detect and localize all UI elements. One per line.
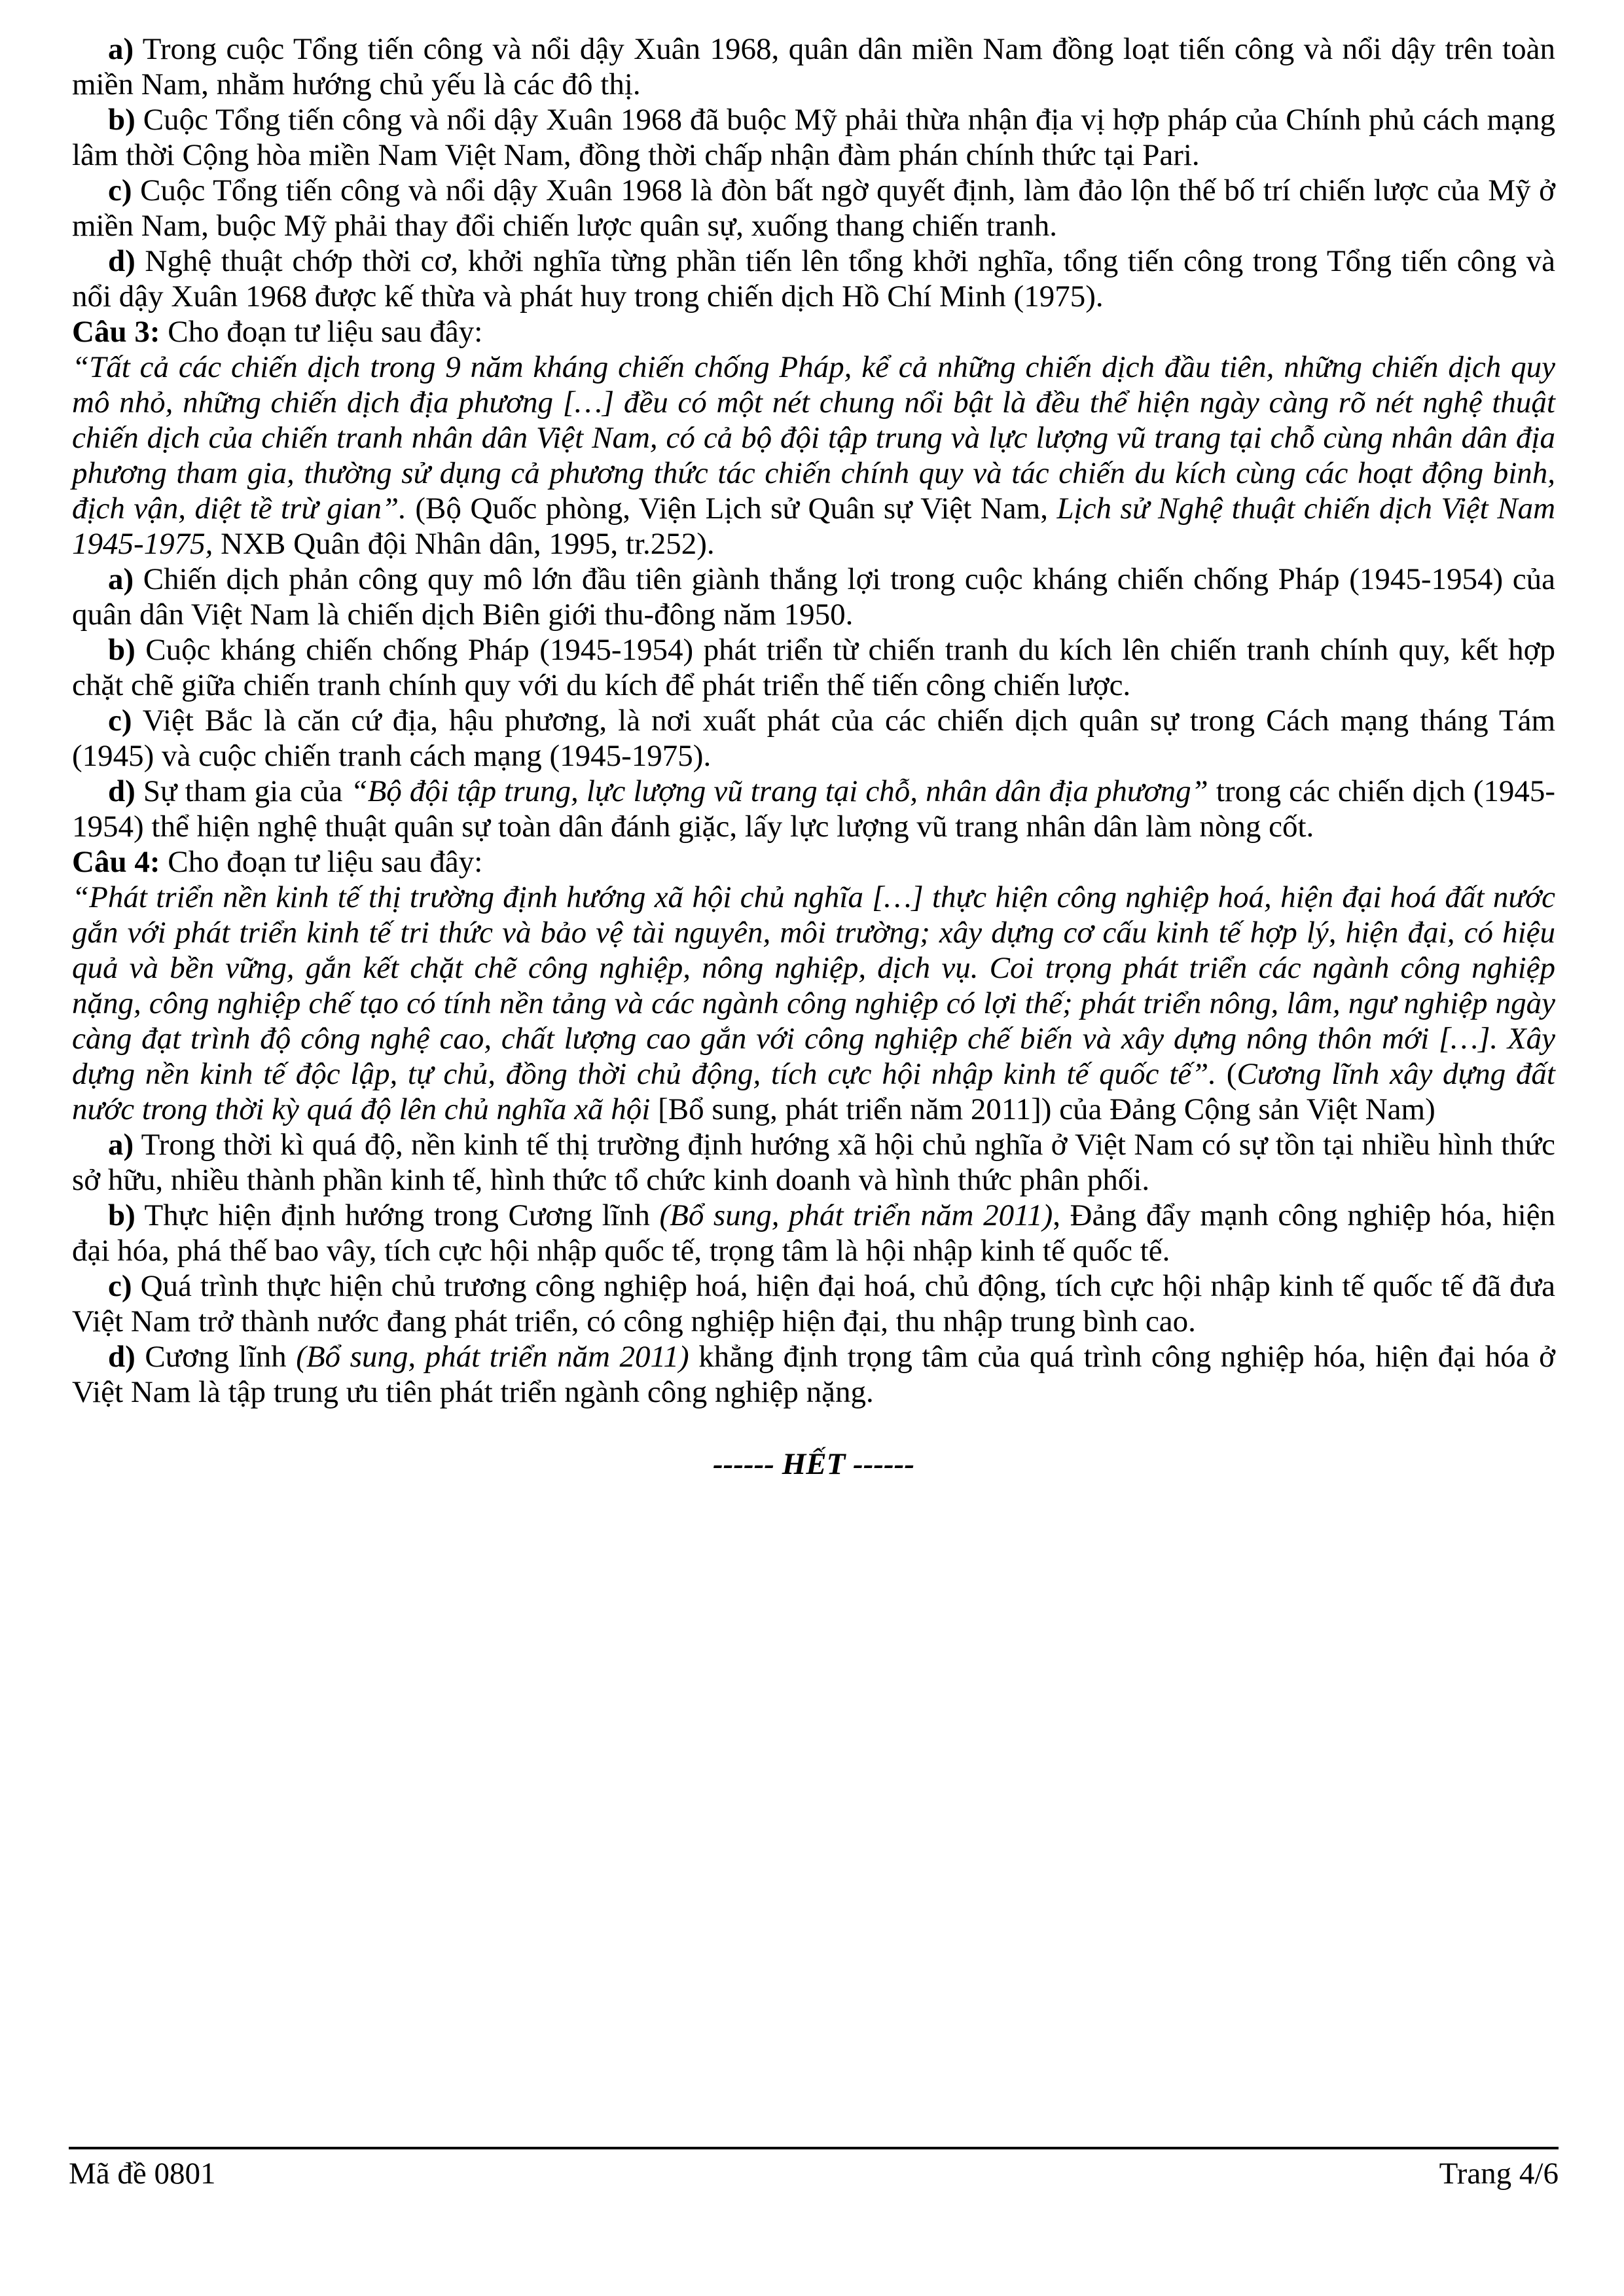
q3-option-d: d) Sự tham gia của “Bộ đội tập trung, lực lượng vũ trang tại chỗ, nhân dân địa phương” trong các chiến dịch (1945-1954) thể hiện nghệ thuật quân sự toàn dân đánh giặc, lấy lực lượng vũ trang nhân dân làm nòng cốt. <box>72 774 1556 844</box>
q3-option-a: a) Chiến dịch phản công quy mô lớn đầu tiên giành thắng lợi trong cuộc kháng chiến chống Pháp (1945-1954) của quân dân Việt Nam là chiến dịch Biên giới thu-đông năm 1950. <box>72 562 1555 632</box>
q2-option-a: a) Trong cuộc Tổng tiến công và nổi dậy Xuân 1968, quân dân miền Nam đồng loạt tiến công và nổi dậy trên toàn miền Nam, nhằm hướng chủ yếu là các đô thị. <box>72 32 1555 101</box>
page-number-label: Trang 4/6 <box>1439 2157 1559 2191</box>
page-footer <box>69 2147 1559 2191</box>
exam-code-label: Mã đề 0801 <box>69 2157 216 2191</box>
q3-option-b: b) Cuộc kháng chiến chống Pháp (1945-1954) phát triển từ chiến tranh du kích lên chiến tranh chính quy, kết hợp chặt chẽ giữa chiến tranh chính quy với du kích để phát triển thế tiến công chiến lược. <box>72 633 1555 702</box>
q4-option-c: c) Quá trình thực hiện chủ trương công nghiệp hoá, hiện đại hoá, chủ động, tích cực hội nhập kinh tế quốc tế đã đưa Việt Nam trở thành nước đang phát triển, có công nghiệp hiện đại, thu nhập trung bình cao. <box>72 1269 1555 1338</box>
q2-option-c: c) Cuộc Tổng tiến công và nổi dậy Xuân 1968 là đòn bất ngờ quyết định, làm đảo lộn thế bố trí chiến lược của Mỹ ở miền Nam, buộc Mỹ phải thay đổi chiến lược quân sự, xuống thang chiến tranh. <box>72 173 1555 243</box>
q4-option-a: a) Trong thời kì quá độ, nền kinh tế thị trường định hướng xã hội chủ nghĩa ở Việt Nam có sự tồn tại nhiều hình thức sở hữu, nhiều thành phần kinh tế, hình thức tổ chức kinh doanh và hình thức phân phối. <box>72 1128 1555 1197</box>
question-3-source-quote: “Tất cả các chiến dịch trong 9 năm kháng chiến chống Pháp, kể cả những chiến dịch đầu tiên, những chiến dịch quy mô nhỏ, những chiến dịch địa phương […] đều có một nét chung nổi bật là đều thể hiện ngày càng rõ nét nghệ thuật chiến dịch của chiến tranh nhân dân Việt Nam, có cả bộ đội tập trung và lực lượng vũ trang tại chỗ cùng nhân dân địa phương tham gia, thường sử dụng cả phương thức tác chiến chính quy và tác chiến du kích cùng các hoạt động binh, địch vận, diệt tề trừ gian”. (Bộ Quốc phòng, Viện Lịch sử Quân sự Việt Nam, Lịch sử Nghệ thuật chiến dịch Việt Nam 1945-1975, NXB Quân đội Nhân dân, 1995, tr.252). <box>72 350 1556 561</box>
question-3-heading: Câu 3: Cho đoạn tư liệu sau đây: <box>72 315 483 349</box>
end-of-exam-marker: ------ HẾT ------ <box>713 1447 914 1481</box>
q3-option-c: c) Việt Bắc là căn cứ địa, hậu phương, là nơi xuất phát của các chiến dịch quân sự trong Cách mạng tháng Tám (1945) và cuộc chiến tranh cách mạng (1945-1975). <box>72 704 1555 773</box>
q2-option-b: b) Cuộc Tổng tiến công và nổi dậy Xuân 1968 đã buộc Mỹ phải thừa nhận địa vị hợp pháp của Chính phủ cách mạng lâm thời Cộng hòa miền Nam Việt Nam, đồng thời chấp nhận đàm phán chính thức tại Pari. <box>72 103 1555 172</box>
exam-body-text <box>72 31 1555 1482</box>
question-4-heading: Câu 4: Cho đoạn tư liệu sau đây: <box>72 845 483 879</box>
question-4-source-quote: “Phát triển nền kinh tế thị trường định hướng xã hội chủ nghĩa […] thực hiện công nghiệp hoá, hiện đại hoá đất nước gắn với phát triển kinh tế tri thức và bảo vệ tài nguyên, môi trường; xây dựng cơ cấu kinh tế hợp lý, hiện đại, có hiệu quả và bền vững, gắn kết chặt chẽ công nghiệp, nông nghiệp, dịch vụ. Coi trọng phát triển các ngành công nghiệp nặng, công nghiệp chế tạo có tính nền tảng và các ngành công nghiệp có lợi thế; phát triển nông, lâm, ngư nghiệp ngày càng đạt trình độ công nghệ cao, chất lượng cao gắn với công nghiệp chế biến và xây dựng nông thôn mới […]. Xây dựng nền kinh tế độc lập, tự chủ, đồng thời chủ động, tích cực hội nhập kinh tế quốc tế”. (Cương lĩnh xây dựng đất nước trong thời kỳ quá độ lên chủ nghĩa xã hội [Bổ sung, phát triển năm 2011]) của Đảng Cộng sản Việt Nam) <box>72 880 1555 1126</box>
q4-option-b: b) Thực hiện định hướng trong Cương lĩnh (Bổ sung, phát triển năm 2011), Đảng đẩy mạnh công nghiệp hóa, hiện đại hóa, phá thế bao vây, tích cực hội nhập quốc tế, trọng tâm là hội nhập kinh tế quốc tế. <box>72 1198 1555 1268</box>
q2-option-d: d) Nghệ thuật chớp thời cơ, khởi nghĩa từng phần tiến lên tổng khởi nghĩa, tổng tiến công trong Tổng tiến công và nổi dậy Xuân 1968 được kế thừa và phát huy trong chiến dịch Hồ Chí Minh (1975). <box>72 244 1555 314</box>
q4-option-d: d) Cương lĩnh (Bổ sung, phát triển năm 2011) khẳng định trọng tâm của quá trình công nghiệp hóa, hiện đại hóa ở Việt Nam là tập trung ưu tiên phát triển ngành công nghiệp nặng. <box>72 1340 1555 1409</box>
